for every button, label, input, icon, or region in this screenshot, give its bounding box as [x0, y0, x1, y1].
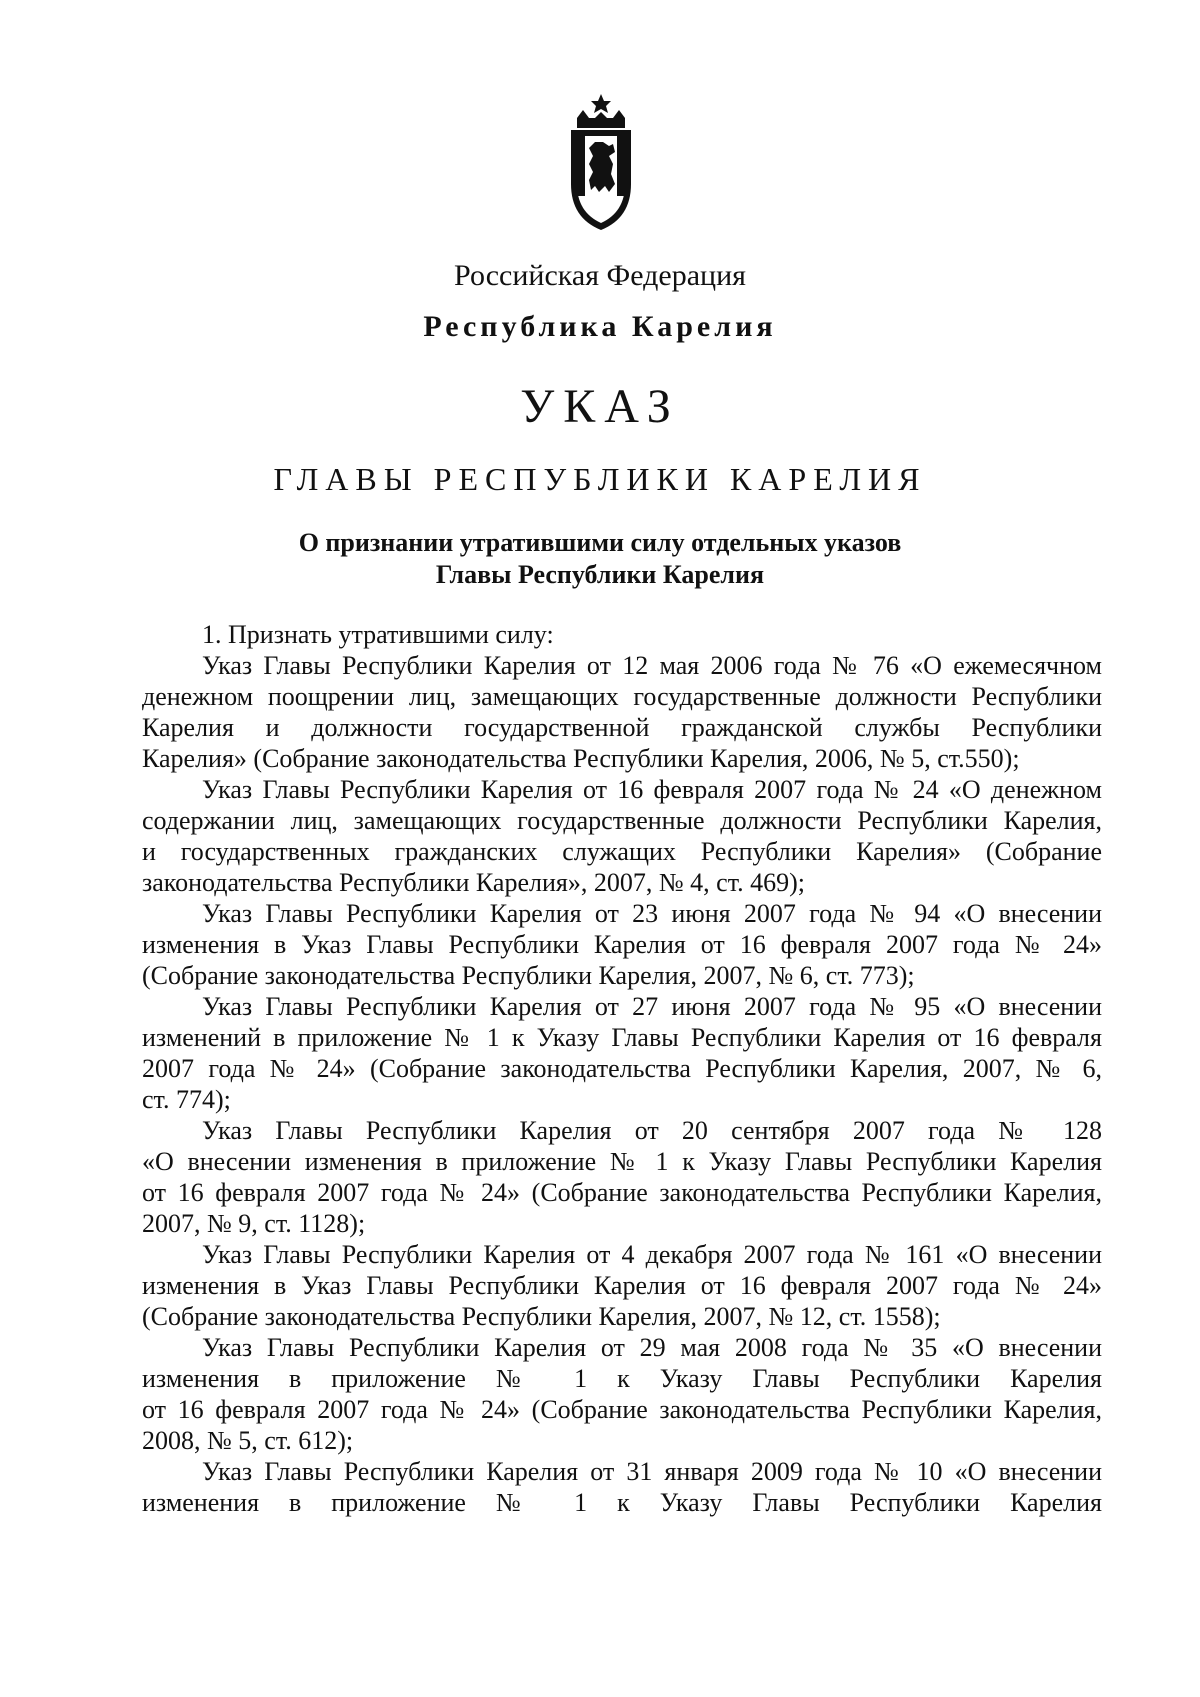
- body-line: Карелия» (Собрание законодательства Республики Карелия, 2006, № 5, ст.550);: [142, 744, 1020, 773]
- document-type: УКАЗ: [520, 380, 680, 433]
- body-line: 2007, № 9, ст. 1128);: [142, 1209, 366, 1238]
- body-line: и государственных гражданских служащих Республики Карелия» (Собрание: [142, 837, 1102, 866]
- body-line: Указ Главы Республики Карелия от 16 февраля 2007 года № 24 «О денежном: [202, 775, 1102, 804]
- country-name: Российская Федерация: [454, 259, 746, 292]
- body-line: Указ Главы Республики Карелия от 29 мая 2008 года № 35 «О внесении: [202, 1333, 1102, 1362]
- body-line: Указ Главы Республики Карелия от 4 декабря 2007 года № 161 «О внесении: [202, 1240, 1102, 1269]
- body-line: изменения в Указ Главы Республики Карелия от 16 февраля 2007 года № 24»: [142, 930, 1102, 959]
- body-line: изменения в приложение № 1 к Указу Главы Республики Карелия: [142, 1488, 1102, 1517]
- body-line: «О внесении изменения в приложение № 1 к Указу Главы Республики Карелия: [142, 1147, 1102, 1176]
- body-line: Указ Главы Республики Карелия от 23 июня 2007 года № 94 «О внесении: [202, 899, 1102, 928]
- body-line: (Собрание законодательства Республики Карелия, 2007, № 6, ст. 773);: [142, 961, 915, 990]
- body-line: Карелия и должности государственной гражданской службы Республики: [142, 713, 1102, 742]
- body-line: Указ Главы Республики Карелия от 20 сентября 2007 года № 128: [202, 1116, 1102, 1145]
- body-line: законодательства Республики Карелия», 2007, № 4, ст. 469);: [142, 868, 805, 897]
- body-line: денежном поощрении лиц, замещающих государственные должности Республики: [142, 682, 1102, 711]
- body-line: Указ Главы Республики Карелия от 31 января 2009 года № 10 «О внесении: [202, 1457, 1102, 1486]
- body-line: 2007 года № 24» (Собрание законодательства Республики Карелия, 2007, № 6,: [142, 1054, 1102, 1083]
- body-line: изменений в приложение № 1 к Указу Главы Республики Карелия от 16 февраля: [142, 1023, 1102, 1052]
- body-line: 2008, № 5, ст. 612);: [142, 1426, 354, 1455]
- body-line: изменения в Указ Главы Республики Карелия от 16 февраля 2007 года № 24»: [142, 1271, 1102, 1300]
- body-line: 1. Признать утратившими силу:: [202, 620, 554, 649]
- body-line: от 16 февраля 2007 года № 24» (Собрание законодательства Республики Карелия,: [142, 1178, 1102, 1207]
- body-line: (Собрание законодательства Республики Карелия, 2007, № 12, ст. 1558);: [142, 1302, 941, 1331]
- karelia-coat-of-arms-icon: [565, 92, 637, 232]
- body-line: содержании лиц, замещающих государственные должности Республики Карелия,: [142, 806, 1102, 835]
- republic-name: Республика Карелия: [423, 310, 777, 343]
- body-line: Указ Главы Республики Карелия от 12 мая 2006 года № 76 «О ежемесячном: [202, 651, 1102, 680]
- body-line: Указ Главы Республики Карелия от 27 июня 2007 года № 95 «О внесении: [202, 992, 1102, 1021]
- document-issuer: ГЛАВЫ РЕСПУБЛИКИ КАРЕЛИЯ: [273, 461, 927, 497]
- document-title-line: О признании утратившими силу отдельных указов: [298, 528, 902, 557]
- document-title-line: Главы Республики Карелия: [435, 560, 765, 589]
- document-title: [0, 527, 1200, 591]
- body-line: от 16 февраля 2007 года № 24» (Собрание законодательства Республики Карелия,: [142, 1395, 1102, 1424]
- document-body: [142, 619, 1102, 1518]
- body-line: изменения в приложение № 1 к Указу Главы Республики Карелия: [142, 1364, 1102, 1393]
- body-line: ст. 774);: [142, 1085, 231, 1114]
